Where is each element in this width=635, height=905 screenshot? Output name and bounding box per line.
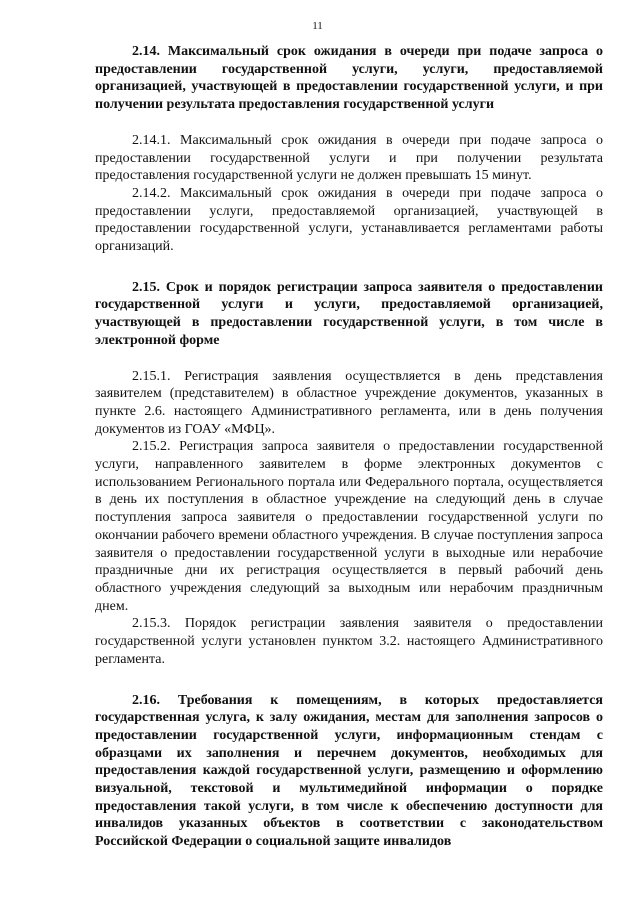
paragraph-2-15-1: 2.15.1. Регистрация заявления осуществляется в день представления заявителем (представителем) в областное учреждение документов, указанных в пункте 2.6. настоящего Административного регламента, или в день получения документов из ГОАУ «МФЦ». [95, 368, 603, 437]
paragraph-2-14-2: 2.14.2. Максимальный срок ожидания в очереди при подаче запроса о предоставлении услуги, предоставляемой организацией, участвующей в предоставлении государственной услуги, устанавливается регламентами работы организаций. [95, 185, 603, 255]
section-heading-2-16: 2.16. Требования к помещениям, в которых предоставляется государственная услуга, к залу ожидания, местам для заполнения запросов о предоставлении государственной услуги, информационным стендам с образцами их заполнения и перечнем документов, необходимых для предоставления каждой государственной услуги, размещению и оформлению визуальной, текстовой и мультимедийной информации о порядке предоставления такой услуги, в том числе к обеспечению доступности для инвалидов указанных объектов в соответствии с законодательством Российской Федерации о социальной защите инвалидов [95, 692, 603, 850]
page-content [95, 43, 603, 851]
section-heading-2-15: 2.15. Срок и порядок регистрации запроса заявителя о предоставлении государственной услуги и услуги, предоставляемой организацией, участвующей в предоставлении государственной услуги, в том числе в электронной форме [95, 279, 603, 348]
section-heading-2-14: 2.14. Максимальный срок ожидания в очереди при подаче запроса о предоставлении государственной услуги, услуги, предоставляемой организацией, участвующей в предоставлении государственной услуги, и при получении результата предоставления государственной услуги [95, 44, 603, 113]
page-number: 11 [312, 20, 323, 32]
paragraph-2-14-1: 2.14.1. Максимальный срок ожидания в очереди при подаче запроса о предоставлении государственной услуги и при получении результата предоставления государственной услуги не должен превышать 15 минут. [95, 132, 603, 184]
paragraph-2-15-3: 2.15.3. Порядок регистрации заявления заявителя о предоставлении государственной услуги установлен пунктом 3.2. настоящего Административного регламента. [95, 616, 603, 667]
paragraph-2-15-2: 2.15.2. Регистрация запроса заявителя о предоставлении государственной услуги, направленного заявителем в форме электронных документов с использованием Регионального портала или Федерального портала, осуществляется в день их поступления в областное учреждение на следующий день в случае поступления запроса заявителя о предоставлении государственной услуги по окончании рабочего времени областного учреждения. В случае поступления запроса заявителя о предоставлении государственной услуги в выходные или нерабочие праздничные дни их регистрация осуществляется в первый рабочий день областного учреждения следующий за выходным или нерабочим праздничным днем. [95, 439, 603, 614]
